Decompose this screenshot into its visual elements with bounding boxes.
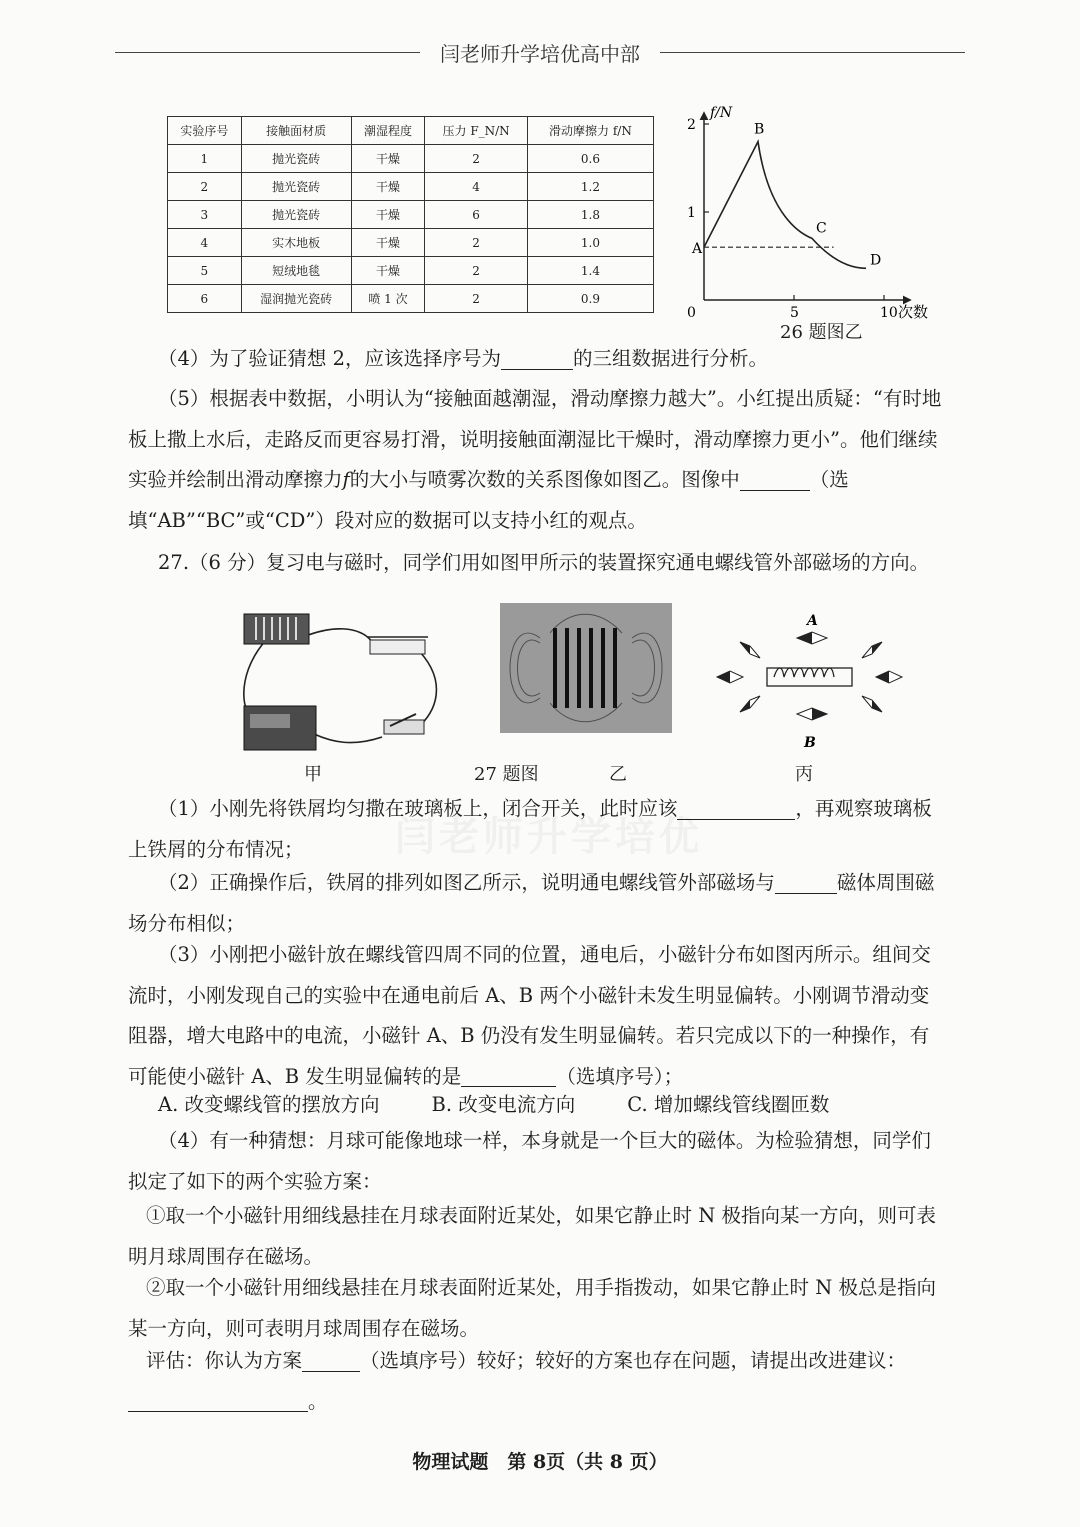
option-c: C. 增加螺线管线圈匝数: [627, 1093, 830, 1116]
compass-needle-icon: [862, 696, 882, 712]
answer-blank-q27-suggestion[interactable]: [128, 1388, 308, 1412]
table-cell: 0.9: [527, 285, 653, 313]
table-cell: 实木地板: [241, 229, 351, 257]
table-cell: 抛光瓷砖: [241, 173, 351, 201]
table-header-cell: 潮湿程度: [351, 117, 425, 145]
table-cell: 干燥: [351, 257, 425, 285]
table-cell: 6: [168, 285, 242, 313]
q27-part2: [128, 863, 943, 944]
power-supply-panel: [250, 714, 290, 728]
experiment-table: [167, 116, 654, 313]
header-title: 闫老师升学培优高中部: [440, 42, 640, 66]
answer-blank-q26-5[interactable]: [740, 466, 810, 490]
switch-icon: [384, 720, 424, 734]
table-cell: 2: [425, 229, 528, 257]
figure-label-jia: 甲: [304, 764, 322, 785]
point-label-d: D: [870, 252, 882, 269]
option-b: B. 改变电流方向: [431, 1093, 576, 1116]
circuit-wire: [314, 734, 382, 743]
q26-p5-text-a: （5）根据表中数据，小明认为“接触面越潮湿，滑动摩擦力越大”。小红提出质疑：“有时地板上撒上水后，走路反而更容易打滑，说明接触面潮湿比干燥时，滑动摩擦力更小”。他们继续实验并绘制出滑动摩擦力: [128, 387, 942, 491]
table-header-row: [168, 117, 654, 145]
q27-plan2: ②取一个小磁针用细线悬挂在月球表面附近某处，用手指拨动，如果它静止时 N 极总是指向某一方向，则可表明月球周围存在磁场。: [128, 1276, 936, 1340]
circuit-wire: [417, 652, 436, 728]
friction-graph: [670, 95, 950, 345]
table-cell: 短绒地毯: [241, 257, 351, 285]
table-cell: 2: [425, 145, 528, 173]
table-cell: 干燥: [351, 229, 425, 257]
solenoid-board: [244, 614, 309, 644]
table-cell: 湿润抛光瓷砖: [241, 285, 351, 313]
tick-label: 1: [687, 205, 696, 221]
q27-eval-text-c: 。: [308, 1389, 328, 1413]
figure-label-bing: 丙: [795, 764, 813, 785]
table-row: [168, 201, 654, 229]
q27-p2-text-a: （2）正确操作后，铁屑的排列如图乙所示，说明通电螺线管外部磁场与: [158, 871, 775, 894]
q27-p3-text-a: （3）小刚把小磁针放在螺线管四周不同的位置，通电后，小磁针分布如图丙所示。组间交流时，小刚发现自己的实验中在通电前后 A、B 两个小磁针未发生明显偏转。小刚调节滑动变阻器，增大电路中的电流，小磁针 A、B 仍没有发生明显偏转。若只完成以下的一种操作，有可能使小磁针 A、B 发生明显偏转的是: [128, 943, 931, 1088]
q26-p4-text-a: （4）为了验证猜想 2，应该选择序号为: [158, 347, 502, 370]
point-label-a: A: [692, 241, 703, 258]
table-header-cell: 滑动摩擦力 f/N: [527, 117, 653, 145]
table-cell: 6: [425, 201, 528, 229]
answer-blank-q27-2[interactable]: [775, 869, 837, 893]
table-cell: 抛光瓷砖: [241, 145, 351, 173]
table-cell: 1.8: [527, 201, 653, 229]
table-cell: 3: [168, 201, 242, 229]
q27-eval-text-b: （选填序号）较好；较好的方案也存在问题，请提出改进建议：: [360, 1349, 907, 1372]
circuit-figure-jia: [232, 602, 442, 762]
table-cell: 2: [425, 257, 528, 285]
table-cell: 喷 1 次: [351, 285, 425, 313]
table-row: [168, 229, 654, 257]
table-cell: 1.0: [527, 229, 653, 257]
compass-needle-icon: [797, 708, 827, 720]
point-label-c: C: [816, 220, 827, 237]
compass-needle-icon: [740, 696, 760, 712]
table-cell: 1: [168, 145, 242, 173]
q27-p3-text-b: （选填序号）；: [556, 1064, 684, 1088]
tick-label: 0: [687, 305, 696, 321]
point-label-b: B: [754, 121, 765, 138]
table-row: [168, 145, 654, 173]
rheostat-icon: [370, 640, 425, 654]
table-cell: 0.6: [527, 145, 653, 173]
iron-filings-figure-yi: [500, 603, 672, 733]
x-axis-label: 次数: [898, 303, 929, 321]
option-a: A. 改变螺线管的摆放方向: [158, 1093, 380, 1116]
table-row: [168, 285, 654, 313]
table-cell: 干燥: [351, 201, 425, 229]
solenoid-coil-icon: [774, 668, 834, 677]
table-cell: 干燥: [351, 145, 425, 173]
q27-part4: （4）有一种猜想：月球可能像地球一样，本身就是一个巨大的磁体。为检验猜想，同学们拟定了如下的两个实验方案：: [128, 1129, 931, 1193]
compass-label-b: B: [804, 735, 816, 750]
table-cell: 1.2: [527, 173, 653, 201]
q27-options: [158, 1085, 881, 1125]
answer-blank-q27-1[interactable]: [677, 795, 795, 819]
friction-curve: [704, 142, 866, 269]
compass-needle-icon: [797, 632, 827, 644]
table-cell: 2: [425, 285, 528, 313]
q26-part4: [158, 339, 943, 380]
q27-part3: [128, 935, 943, 1097]
compass-label-a: A: [807, 613, 818, 629]
watermark: 闫老师升学培优: [395, 813, 703, 860]
answer-blank-q26-4[interactable]: [501, 345, 573, 369]
answer-blank-q27-3[interactable]: [461, 1063, 556, 1087]
compass-needle-icon: [862, 642, 882, 658]
table-cell: 4: [168, 229, 242, 257]
q26-p5-symbol-f: f: [342, 468, 350, 491]
q27-eval-text-a: 评估：你认为方案: [146, 1349, 303, 1372]
table-cell: 1.4: [527, 257, 653, 285]
table-header-cell: 压力 F_N/N: [425, 117, 528, 145]
table-header-cell: 实验序号: [168, 117, 242, 145]
table-cell: 抛光瓷砖: [241, 201, 351, 229]
table-header-cell: 接触面材质: [241, 117, 351, 145]
q26-part5: [128, 379, 943, 541]
table-cell: 干燥: [351, 173, 425, 201]
q26-p5-text-b: 的大小与喷雾次数的关系图像如图乙。图像中: [349, 468, 740, 491]
compass-needle-icon: [717, 671, 743, 683]
y-axis-label: f/N: [710, 105, 733, 121]
answer-blank-q27-plan[interactable]: [302, 1347, 360, 1371]
q27-plan1: ①取一个小磁针用细线悬挂在月球表面附近某处，如果它静止时 N 极指向某一方向，则可表明月球周围存在磁场。: [128, 1204, 936, 1268]
q27-p1-text-b: ，再观察玻璃板上铁屑的分布情况；: [128, 797, 932, 861]
glass-plate: [500, 603, 672, 733]
q26-p5-text-c: （选填“AB”“BC”或“CD”）段对应的数据可以支持小红的观点。: [128, 468, 849, 532]
solenoid-core: [767, 668, 852, 686]
tick-label: 10: [880, 305, 898, 321]
compass-needle-icon: [740, 642, 760, 658]
q27-p1-text-a: （1）小刚先将铁屑均匀撒在玻璃板上，闭合开关，此时应该: [158, 797, 678, 820]
table-cell: 5: [168, 257, 242, 285]
q27-part1: [128, 789, 943, 870]
page-footer: 物理试题 第 8页（共 8 页）: [412, 1451, 668, 1473]
figure-title: 27 题图: [474, 764, 539, 785]
table-row: [168, 173, 654, 201]
q26-p4-text-b: 的三组数据进行分析。: [573, 347, 769, 370]
graph-caption: 26 题图乙: [780, 322, 863, 343]
table-cell: 2: [168, 173, 242, 201]
compass-needle-icon: [876, 671, 902, 683]
tick-label: 2: [687, 117, 696, 133]
table-cell: 4: [425, 173, 528, 201]
tick-label: 5: [790, 305, 799, 321]
q27-p2-text-b: 磁体周围磁场分布相似；: [128, 871, 935, 935]
table-row: [168, 257, 654, 285]
compass-figure-bing: [712, 610, 912, 750]
q27-evaluation: [128, 1341, 943, 1422]
q27-intro: 27.（6 分）复习电与磁时，同学们用如图甲所示的装置探究通电螺线管外部磁场的方向。: [158, 551, 930, 574]
figure-label-yi: 乙: [609, 764, 627, 785]
